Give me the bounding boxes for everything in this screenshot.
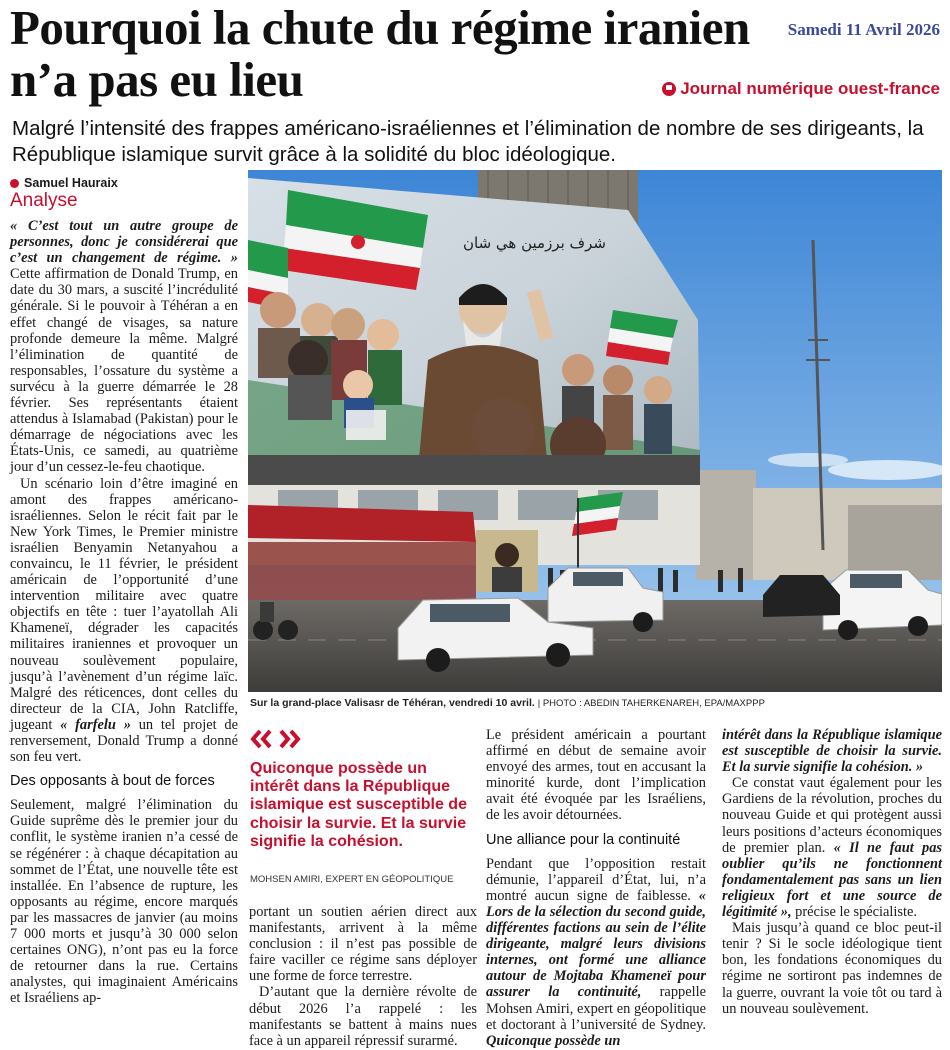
- quote-chevrons-icon: [250, 728, 302, 750]
- text: précise le spécialiste.: [791, 904, 918, 921]
- quote: « farfelu »: [60, 716, 131, 733]
- paragraph: D’autant que la dernière révolte de début 2026 l’a rappelé : les manifestants se battent à mains nues face à un appareil répressif surarmé.: [249, 984, 477, 1049]
- caption-text: Sur la grand-place Valisasr de Téhéran, vendredi 10 avril.: [250, 697, 535, 709]
- text: Cette affirmation de Donald Trump, en date du 30 mars, a suscité l’incrédulité générale. Si le pouvoir à Téhéran a en effet changé de visages, sa nature profonde demeure la même. Malgré l’élimination de quantité de responsables, l’ossature du système a survécu à la guerre démarrée le 28 février. Ses représentants étaient attendus à Islamabad (Pakistan) pour le démarrage de négociations avec les États-Unis, ce samedi, au quatrième jour d’un cessez-le-feu chaotique.: [10, 266, 238, 476]
- author-name: Samuel Hauraix: [24, 176, 118, 190]
- byline: [10, 176, 118, 190]
- quote: « C’est tout un autre groupe de personnes, donc je considérerai que c’est un changement de régime. »: [10, 218, 238, 267]
- paragraph: Seulement, malgré l’élimination du Guide suprême dès le premier jour du conflit, le système iranien n’a cessé de se régénérer : à chaque décapitation au sommet de l’État, une nouvelle tête est installée. En l’absence de rupture, les opposants au régime, encore marqués par les massacres de janvier (au moins 7 000 morts et jusqu’à 30 000 selon certaines ONG), n’ont pas eu la force de retourner dans la rue. Certains analystes, qui imaginaient Américains et Israéliens ap-: [10, 797, 238, 1007]
- standfirst: Malgré l’intensité des frappes américano-israéliennes et l’élimination de nombre de ses dirigeants, la République islamique survit grâce à la solidité du bloc idéologique.: [12, 117, 924, 166]
- source-label-text: Journal numérique ouest-france: [680, 79, 940, 98]
- tehran-square-photo: [248, 170, 942, 692]
- bullet-icon: [10, 179, 19, 188]
- quote: « Il ne faut pas oublier qu’ils ne fonctionnent fondamentalement pas sans un lien religieux fort et une source de légitimité »,: [722, 839, 943, 921]
- quote: « Lors de la sélection du second guide, différentes factions au sein de l’élite dirigeante, malgré leurs divisions internes, ont formé une alliance autour de Mojtaba Khameneï pour assurer la continuité,: [486, 887, 706, 1001]
- subheading: Des opposants à bout de forces: [10, 773, 215, 790]
- mural-calligraphy: شرف برزمين هي شان: [463, 234, 606, 252]
- text: rappelle Mohsen Amiri, expert en géopolitique et doctorant à l’université de Sydney.: [486, 984, 706, 1033]
- ouest-france-logo-icon: [662, 82, 676, 96]
- text: Pendant que l’opposition restait démunie, l’appareil d’État, lui, n’a montré aucun signe de faiblesse.: [486, 855, 706, 904]
- text: Un scénario loin d’être imaginé en amont des frappes américano-israéliennes. Selon le récit fait par le New York Times, le Premier ministre israélien Benyamin Netanyahou a convaincu, le 11 février, le président américain de l’opportunité d’une intervention militaire avec quatre objectifs en tête : tuer l’ayatollah Ali Khameneï, dégrader les capacités militaires iraniennes et provoquer un nouveau soulèvement populaire, jusqu’à l’avènement d’un régime laïc. Malgré des réticences, dont celles du directeur de la CIA, John Ratcliffe, jugeant: [10, 475, 238, 733]
- pull-quote: Quiconque possède un intérêt dans la République islamique est susceptible de choisir la survie. Et la survie signifie la cohésion.: [250, 760, 467, 850]
- paragraph: Le président américain a pourtant affirmé en début de semaine avoir envoyé des armes, tout en accusant la minorité kurde, dont l’implication avait été évoquée par les Israéliens, de les avoir détournées.: [486, 727, 706, 824]
- paragraph: [10, 476, 238, 766]
- source-label[interactable]: [662, 79, 940, 99]
- article-column-1: [10, 218, 238, 1007]
- rubric-label: Analyse: [10, 190, 78, 211]
- headline: Pourquoi la chute du régime iranien n’a pas eu lieu: [10, 0, 750, 107]
- text: un tel projet de renversement, Donald Trump a donné son feu vert.: [10, 716, 238, 766]
- subheading: Une alliance pour la continuité: [486, 831, 681, 848]
- article-column-3: [486, 727, 706, 1049]
- paragraph: [486, 856, 706, 1049]
- paragraph: Mais jusqu’à quand ce bloc peut-il tenir ? Si le socle idéologique tient bon, les fondations économiques du régime ne sortiront pas indemnes de la guerre, ouvrant la voie tôt ou tard à un nouveau soulèvement.: [722, 920, 942, 1017]
- issue-date: Samedi 11 Avril 2026: [787, 20, 940, 39]
- text: Ce constat vaut également pour les Gardiens de la révolution, proches du nouveau Guide et qui protègent aussi leurs positions d’acteurs économiques de premier plan.: [722, 775, 942, 856]
- paragraph: [10, 218, 238, 476]
- paragraph: portant un soutien aérien direct aux manifestants, arrivent à la même conclusion : il n’est pas possible de faire vaciller ce régime sans déployer une forme de force terrestre.: [249, 904, 477, 985]
- photo-caption: [250, 697, 942, 709]
- pull-quote-attribution: MOHSEN AMIRI, EXPERT EN GÉOPOLITIQUE: [250, 874, 454, 885]
- quote: Quiconque possède un: [486, 1032, 621, 1049]
- photo-credit: | PHOTO : ABEDIN TAHERKENAREH, EPA/MAXPPP: [537, 698, 765, 709]
- article-photo: [248, 170, 942, 692]
- paragraph: [722, 775, 942, 920]
- article-column-4: [722, 727, 942, 1017]
- article-column-2: [249, 904, 477, 1049]
- quote: intérêt dans la République islamique est susceptible de choisir la survie. Et la survie signifie la cohésion. »: [722, 727, 942, 776]
